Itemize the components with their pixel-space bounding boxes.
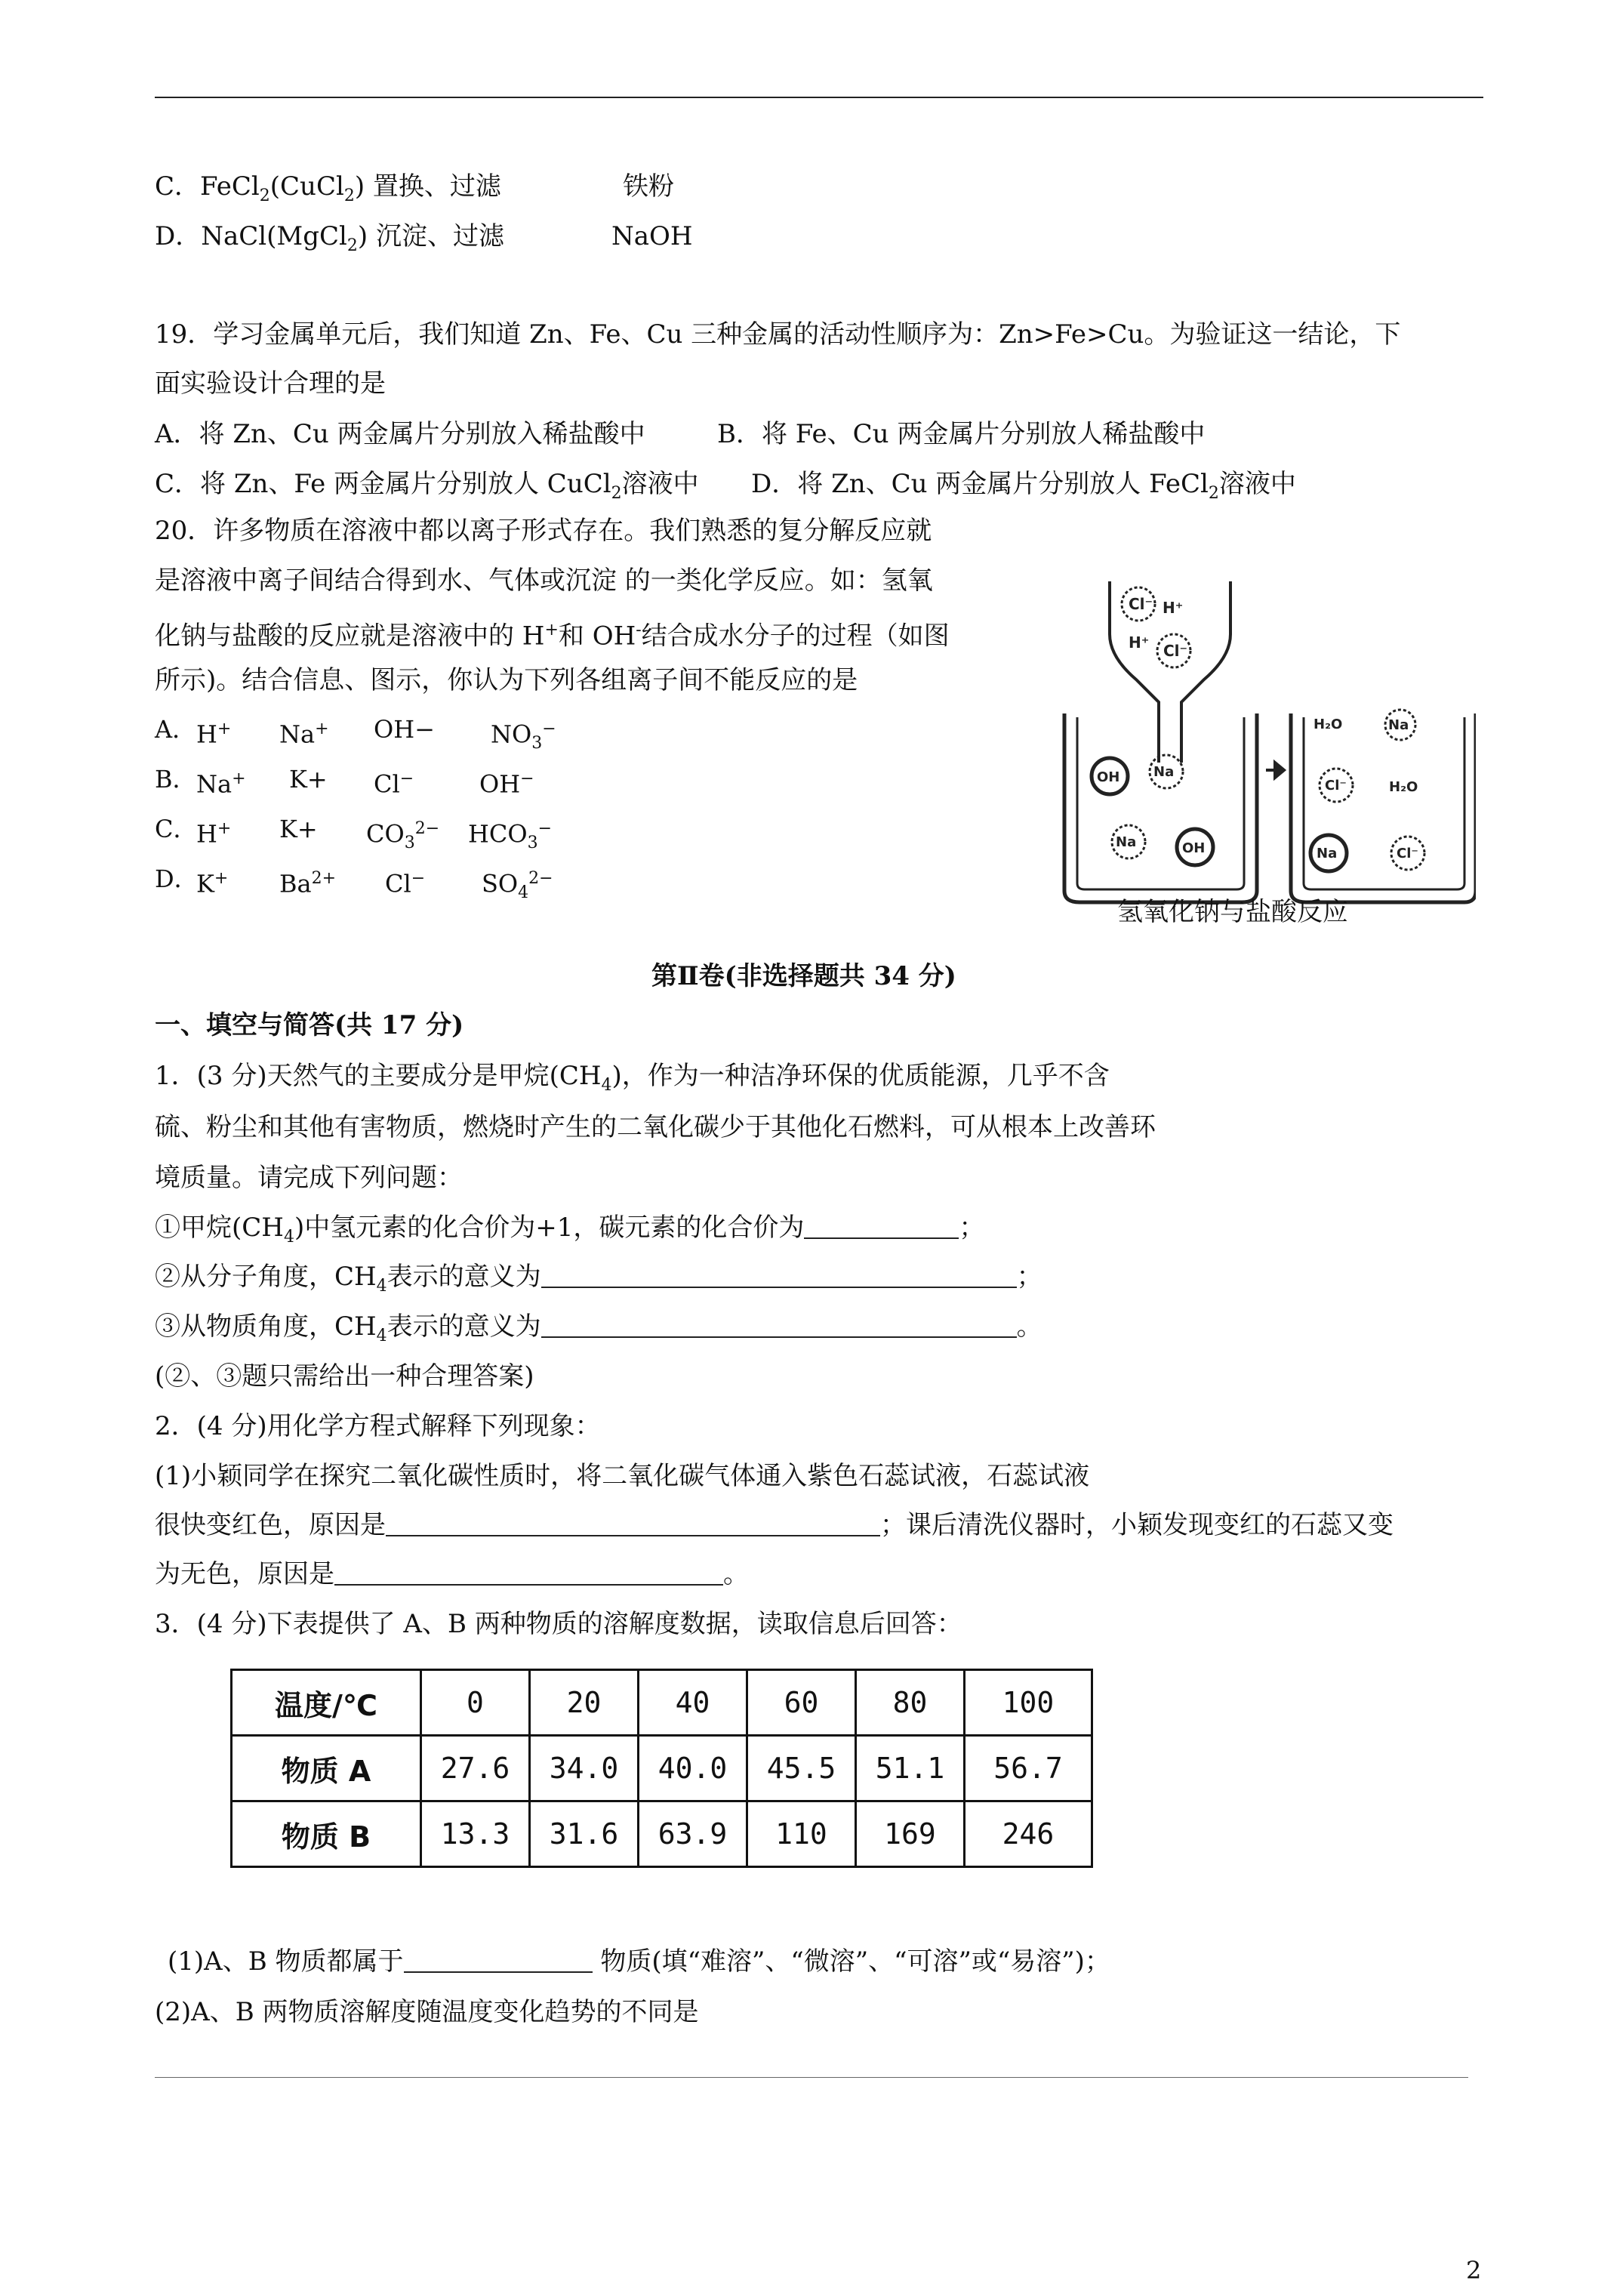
q1-item3: ③从物质角度，$CH_4$表示的意义为 。	[155, 1311, 1042, 1345]
left-ion-1: OH	[1097, 769, 1120, 785]
figure-caption: 氢氧化钠与盐酸反应	[1117, 897, 1348, 927]
q1-item2: ②从分子角度，$CH_4$表示的意义为 ；	[155, 1262, 1042, 1296]
q20-option-d: D． K+ $Ba^{2+}$ Cl− $SO_4^{2-}$	[155, 864, 553, 903]
page-number: 2	[1466, 2256, 1482, 2285]
answer-blank[interactable]	[541, 1261, 1017, 1288]
option-c-reagent: 铁粉	[623, 171, 674, 202]
q3-line1: 3．(4 分)下表提供了 A、B 两种物质的溶解度数据，读取信息后回答：	[155, 1609, 962, 1639]
q2-line4: 为无色，原因是 。	[155, 1559, 749, 1589]
right-ion-6: Cl⁻	[1397, 846, 1418, 861]
q20-stem-line1: 20．许多物质在溶液中都以离子形式存在。我们熟悉的复分解反应就	[155, 516, 932, 546]
q20-option-a: A． H+ Na+ OH− $NO_3^-$	[155, 715, 556, 754]
answer-blank[interactable]	[404, 1946, 593, 1973]
q1-line2: 硫、粉尘和其他有害物质，燃烧时产生的二氧化碳少于其他化石燃料，可从根本上改善环	[155, 1112, 1156, 1142]
header-rule	[155, 97, 1483, 98]
answer-blank[interactable]	[334, 1558, 723, 1586]
solubility-table	[230, 1669, 1093, 1868]
q1-item1: ①甲烷$(CH_4)$中氢元素的化合价为+1，碳元素的化合价为 ；	[155, 1213, 985, 1247]
right-mol-4: H₂O	[1389, 779, 1418, 795]
q1-line3: 境质量。请完成下列问题：	[155, 1163, 463, 1193]
answer-blank[interactable]	[804, 1212, 959, 1239]
right-ion-3: Cl⁻	[1325, 778, 1347, 794]
right-mol-1: H₂O	[1313, 717, 1343, 732]
q2-line2: (1)小颖同学在探究二氧化碳性质时，将二氧化碳气体通入紫色石蕊试液，石蕊试液	[155, 1461, 1090, 1491]
part2-title: 第Ⅱ卷(非选择题共 34 分)	[651, 961, 956, 991]
answer-blank[interactable]	[541, 1311, 1017, 1338]
funnel-ion-3: H⁺	[1129, 633, 1150, 652]
table-row: 物质 A 27.6 34.0 40.0 45.5 51.1 56.7	[232, 1736, 1092, 1801]
section1-title: 一、填空与简答(共 17 分)	[155, 1010, 464, 1040]
q20-stem-line3: 化钠与盐酸的反应就是溶液中的 H+和 OH-结合成水分子的过程（如图	[155, 621, 950, 652]
reaction-figure	[1053, 566, 1476, 929]
q20-option-b: B． Na+ K+ Cl− OH−	[155, 765, 534, 799]
right-ion-5: Na	[1317, 846, 1338, 861]
option-d-line: D．NaCl(MgCl$_2$) 沉淀、过滤 NaOH	[155, 219, 504, 264]
funnel-ion-4: Cl⁻	[1163, 642, 1188, 660]
q1-line1: 1．(3 分)天然气的主要成分是甲烷$(CH_4)$，作为一种洁净环保的优质能源，几乎不含	[155, 1061, 1110, 1095]
option-d-reagent: NaOH	[611, 221, 693, 251]
q19-options-ab: A．将 Zn、Cu 两金属片分别放入稀盐酸中 B．将 Fe、Cu 两金属片分别放人稀盐酸中	[155, 419, 1206, 449]
q20-stem-line2: 是溶液中离子间结合得到水、气体或沉淀 的一类化学反应。如：氢氧	[155, 566, 933, 596]
q19-options-cd: C．将 Zn、Fe 两金属片分别放人 CuCl$_2$溶液中 D．将 Zn、Cu 两金属片分别放人 FeCl$_2$溶液中	[155, 469, 1296, 503]
q20-stem-line4: 所示)。结合信息、图示，你认为下列各组离子间不能反应的是	[155, 665, 858, 695]
q2-line1: 2．(4 分)用化学方程式解释下列现象：	[155, 1411, 601, 1441]
q1-note: (②、③题只需给出一种合理答案)	[155, 1361, 534, 1391]
q19-stem-line2: 面实验设计合理的是	[155, 368, 386, 399]
q3-sub2: (2)A、B 两物质溶解度随温度变化趋势的不同是	[155, 1997, 699, 2027]
q19-stem-line1: 19．学习金属单元后，我们知道 Zn、Fe、Cu 三种金属的活动性顺序为：Zn>Fe>Cu。为验证这一结论，下	[155, 319, 1401, 350]
right-ion-2: Na	[1388, 717, 1409, 733]
funnel-ion-2: H⁺	[1163, 599, 1184, 617]
funnel-ion-1: Cl⁻	[1129, 595, 1153, 613]
answer-blank[interactable]	[386, 1509, 880, 1536]
left-ion-3: Na	[1116, 834, 1137, 850]
q2-line3: 很快变红色，原因是 ；课后清洗仪器时，小颖发现变红的石蕊又变	[155, 1510, 1394, 1540]
left-ion-2: Na	[1153, 764, 1175, 780]
q20-option-c: C． H+ K+ $CO_3^{2-}$ $HCO_3^-$	[155, 815, 553, 853]
table-row: 温度/℃ 0 20 40 60 80 100	[232, 1670, 1092, 1736]
option-c-line: C．FeCl$_2$(CuCl$_2$) 置换、过滤 铁粉	[155, 169, 501, 214]
q3-sub1: (1)A、B 物质都属于 物质(填“难溶”、“微溶”、“可溶”或“易溶”)；	[168, 1946, 1110, 1977]
table-row: 物质 B 13.3 31.6 63.9 110 169 246	[232, 1801, 1092, 1867]
left-ion-4: OH	[1182, 840, 1206, 856]
footer-rule	[155, 2077, 1468, 2078]
